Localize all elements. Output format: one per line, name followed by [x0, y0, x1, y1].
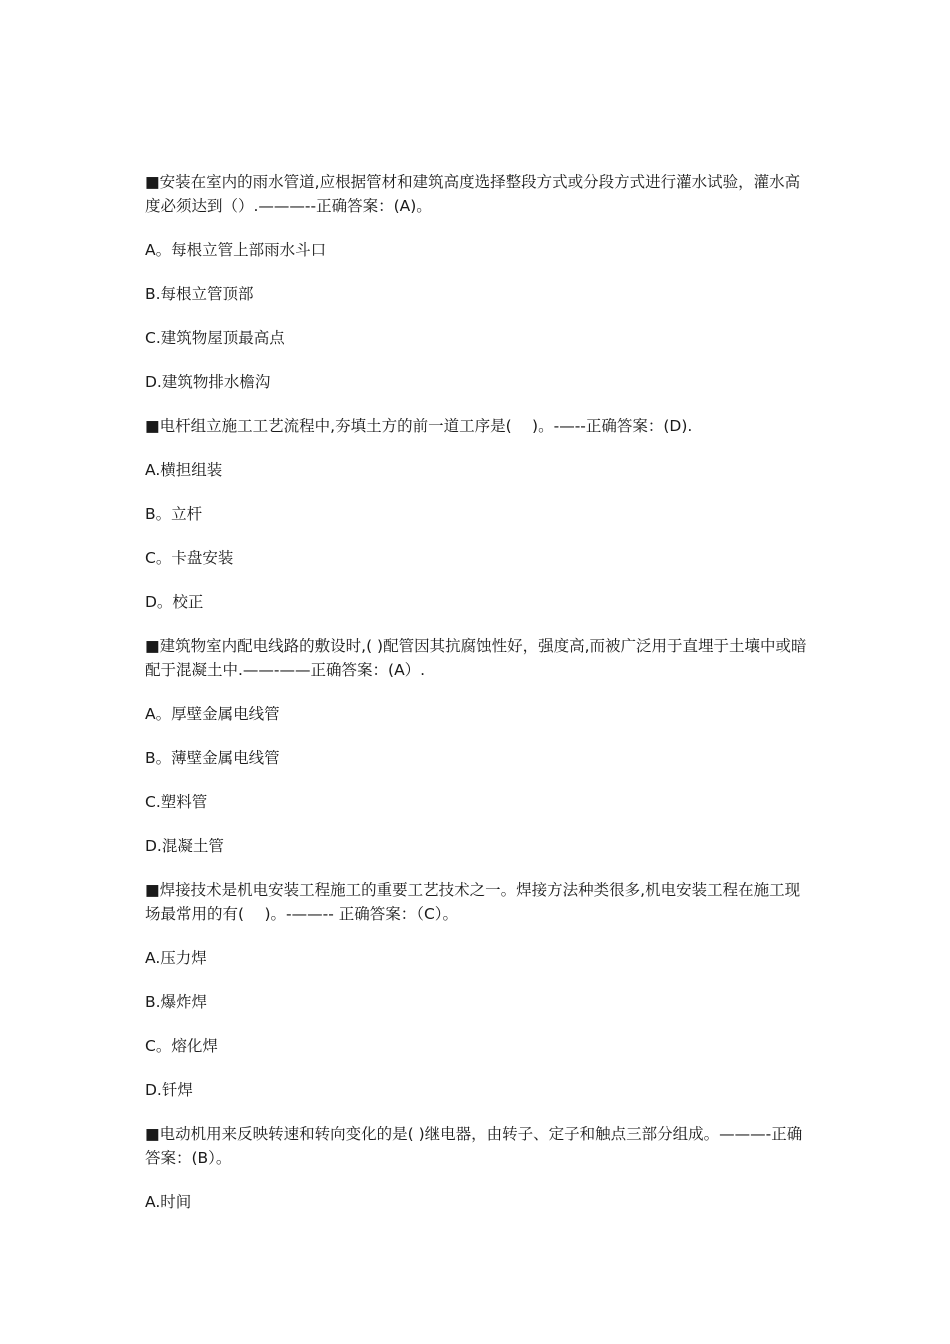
option-d: D.建筑物排水檐沟: [145, 373, 271, 391]
question-block-4: [145, 878, 810, 1102]
option-c: C.建筑物屋顶最高点: [145, 329, 285, 347]
question-text: ■安装在室内的雨水管道,应根据管材和建筑高度选择整段方式或分段方式进行灌水试验，灌水高度必须达到（）.———--正确答案：(A)。: [145, 173, 801, 215]
option-a: A.压力焊: [145, 949, 207, 967]
question-text: ■电杆组立施工工艺流程中,夯填土方的前一道工序是( )。-—--正确答案：(D).: [145, 417, 693, 435]
question-block-1: [145, 170, 810, 394]
option-a: A。每根立管上部雨水斗口: [145, 241, 327, 259]
option-b: B.爆炸焊: [145, 993, 208, 1011]
option-a: A.时间: [145, 1193, 192, 1211]
question-text: ■焊接技术是机电安装工程施工的重要工艺技术之一。焊接方法种类很多,机电安装工程在施工现场最常用的有( )。-——-- 正确答案：（C）。: [145, 881, 801, 923]
question-block-3: [145, 634, 810, 858]
option-b: B.每根立管顶部: [145, 285, 254, 303]
option-d: D。校正: [145, 593, 204, 611]
option-d: D.混凝土管: [145, 837, 224, 855]
question-block-2: [145, 414, 810, 614]
option-a: A.横担组装: [145, 461, 223, 479]
question-block-5: [145, 1122, 810, 1214]
option-c: C.塑料管: [145, 793, 208, 811]
question-text: ■建筑物室内配电线路的敷设时,( )配管因其抗腐蚀性好，强度高,而被广泛用于直埋于土壤中或暗配于混凝土中.——-——正确答案：(A）.: [145, 637, 807, 679]
option-c: C。熔化焊: [145, 1037, 218, 1055]
option-b: B。立杆: [145, 505, 203, 523]
option-b: B。薄壁金属电线管: [145, 749, 280, 767]
option-a: A。厚壁金属电线管: [145, 705, 280, 723]
option-d: D.钎焊: [145, 1081, 193, 1099]
option-c: C。卡盘安装: [145, 549, 234, 567]
question-text: ■电动机用来反映转速和转向变化的是( )继电器，由转子、定子和触点三部分组成。———-正确答案：(B）。: [145, 1125, 803, 1167]
document-page: [145, 170, 810, 1234]
